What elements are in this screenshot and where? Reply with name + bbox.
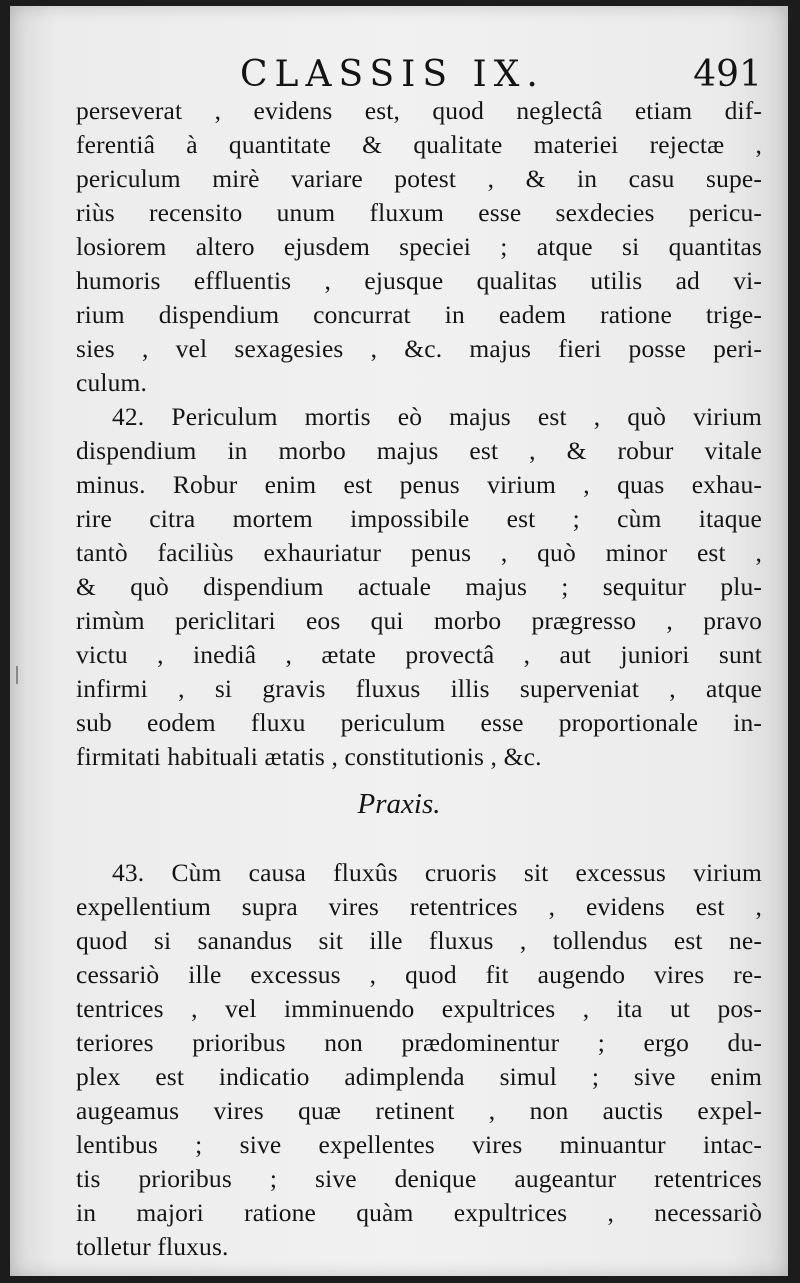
text-line: victu , inediâ , ætate provectâ , aut juniori sunt	[76, 640, 762, 669]
text-line: riùs recensito unum fluxum esse sexdecies pericu-	[76, 198, 762, 227]
text-line: 42. Periculum mortis eò majus est , quò virium	[112, 402, 762, 431]
text-line: sub eodem fluxu periculum esse proportionale in-	[76, 708, 762, 737]
text-line: tis prioribus ; sive denique augeantur retentrices	[76, 1164, 762, 1193]
text-line: lentibus ; sive expellentes vires minuantur intac-	[76, 1130, 762, 1159]
text-line: 43. Cùm causa fluxûs cruoris sit excessus virium	[112, 858, 762, 887]
book-page	[10, 6, 788, 1276]
text-line: in majori ratione quàm expultrices , necessariò	[76, 1198, 762, 1227]
page-number: 491	[693, 54, 762, 95]
text-line: expellentium supra vires retentrices , evidens est ,	[76, 892, 762, 921]
text-line: dispendium in morbo majus est , & robur vitale	[76, 436, 762, 465]
text-line: rire citra mortem impossibile est ; cùm itaque	[76, 504, 762, 533]
text-line: losiorem altero ejusdem speciei ; atque si quantitas	[76, 232, 762, 261]
text-line: humoris effluentis , ejusque qualitas utilis ad vi-	[76, 266, 762, 295]
text-line: augeamus vires quæ retinent , non auctis expel-	[76, 1096, 762, 1125]
paragraph-43	[76, 856, 762, 1264]
section-title: Praxis.	[357, 788, 441, 820]
text-line: firmitati habituali ætatis , constitutionis , &c.	[76, 742, 542, 771]
text-line: minus. Robur enim est penus virium , quas exhau-	[76, 470, 762, 499]
text-line: sies , vel sexagesies , &c. majus fieri posse peri-	[76, 334, 762, 363]
text-line: periculum mirè variare potest , & in casu supe-	[76, 164, 762, 193]
text-line: cessariò ille excessus , quod fit augendo vires re-	[76, 960, 762, 989]
text-line: quod si sanandus sit ille fluxus , tollendus est ne-	[76, 926, 762, 955]
text-line: perseverat , evidens est, quod neglectâ etiam dif-	[76, 96, 762, 125]
margin-mark	[16, 666, 18, 684]
text-line: plex est indicatio adimplenda simul ; sive enim	[76, 1062, 762, 1091]
paragraph-42	[76, 400, 762, 774]
text-line: & quò dispendium actuale majus ; sequitur plu-	[76, 572, 762, 601]
text-line: rium dispendium concurrat in eadem ratione trige-	[76, 300, 762, 329]
text-line: teriores prioribus non prædominentur ; ergo du-	[76, 1028, 762, 1057]
text-line: tentrices , vel imminuendo expultrices , ita ut pos-	[76, 994, 762, 1023]
text-line: infirmi , si gravis fluxus illis superveniat , atque	[76, 674, 762, 703]
running-head: CLASSIS IX.	[240, 54, 545, 95]
continued-paragraph	[76, 94, 762, 400]
text-line: tolletur fluxus.	[76, 1232, 229, 1261]
text-line: tantò faciliùs exhauriatur penus , quò minor est ,	[76, 538, 762, 567]
text-line: culum.	[76, 368, 148, 397]
text-line: rimùm periclitari eos qui morbo prægresso , pravo	[76, 606, 762, 635]
text-line: ferentiâ à quantitate & qualitate materiei rejectæ ,	[76, 130, 762, 159]
